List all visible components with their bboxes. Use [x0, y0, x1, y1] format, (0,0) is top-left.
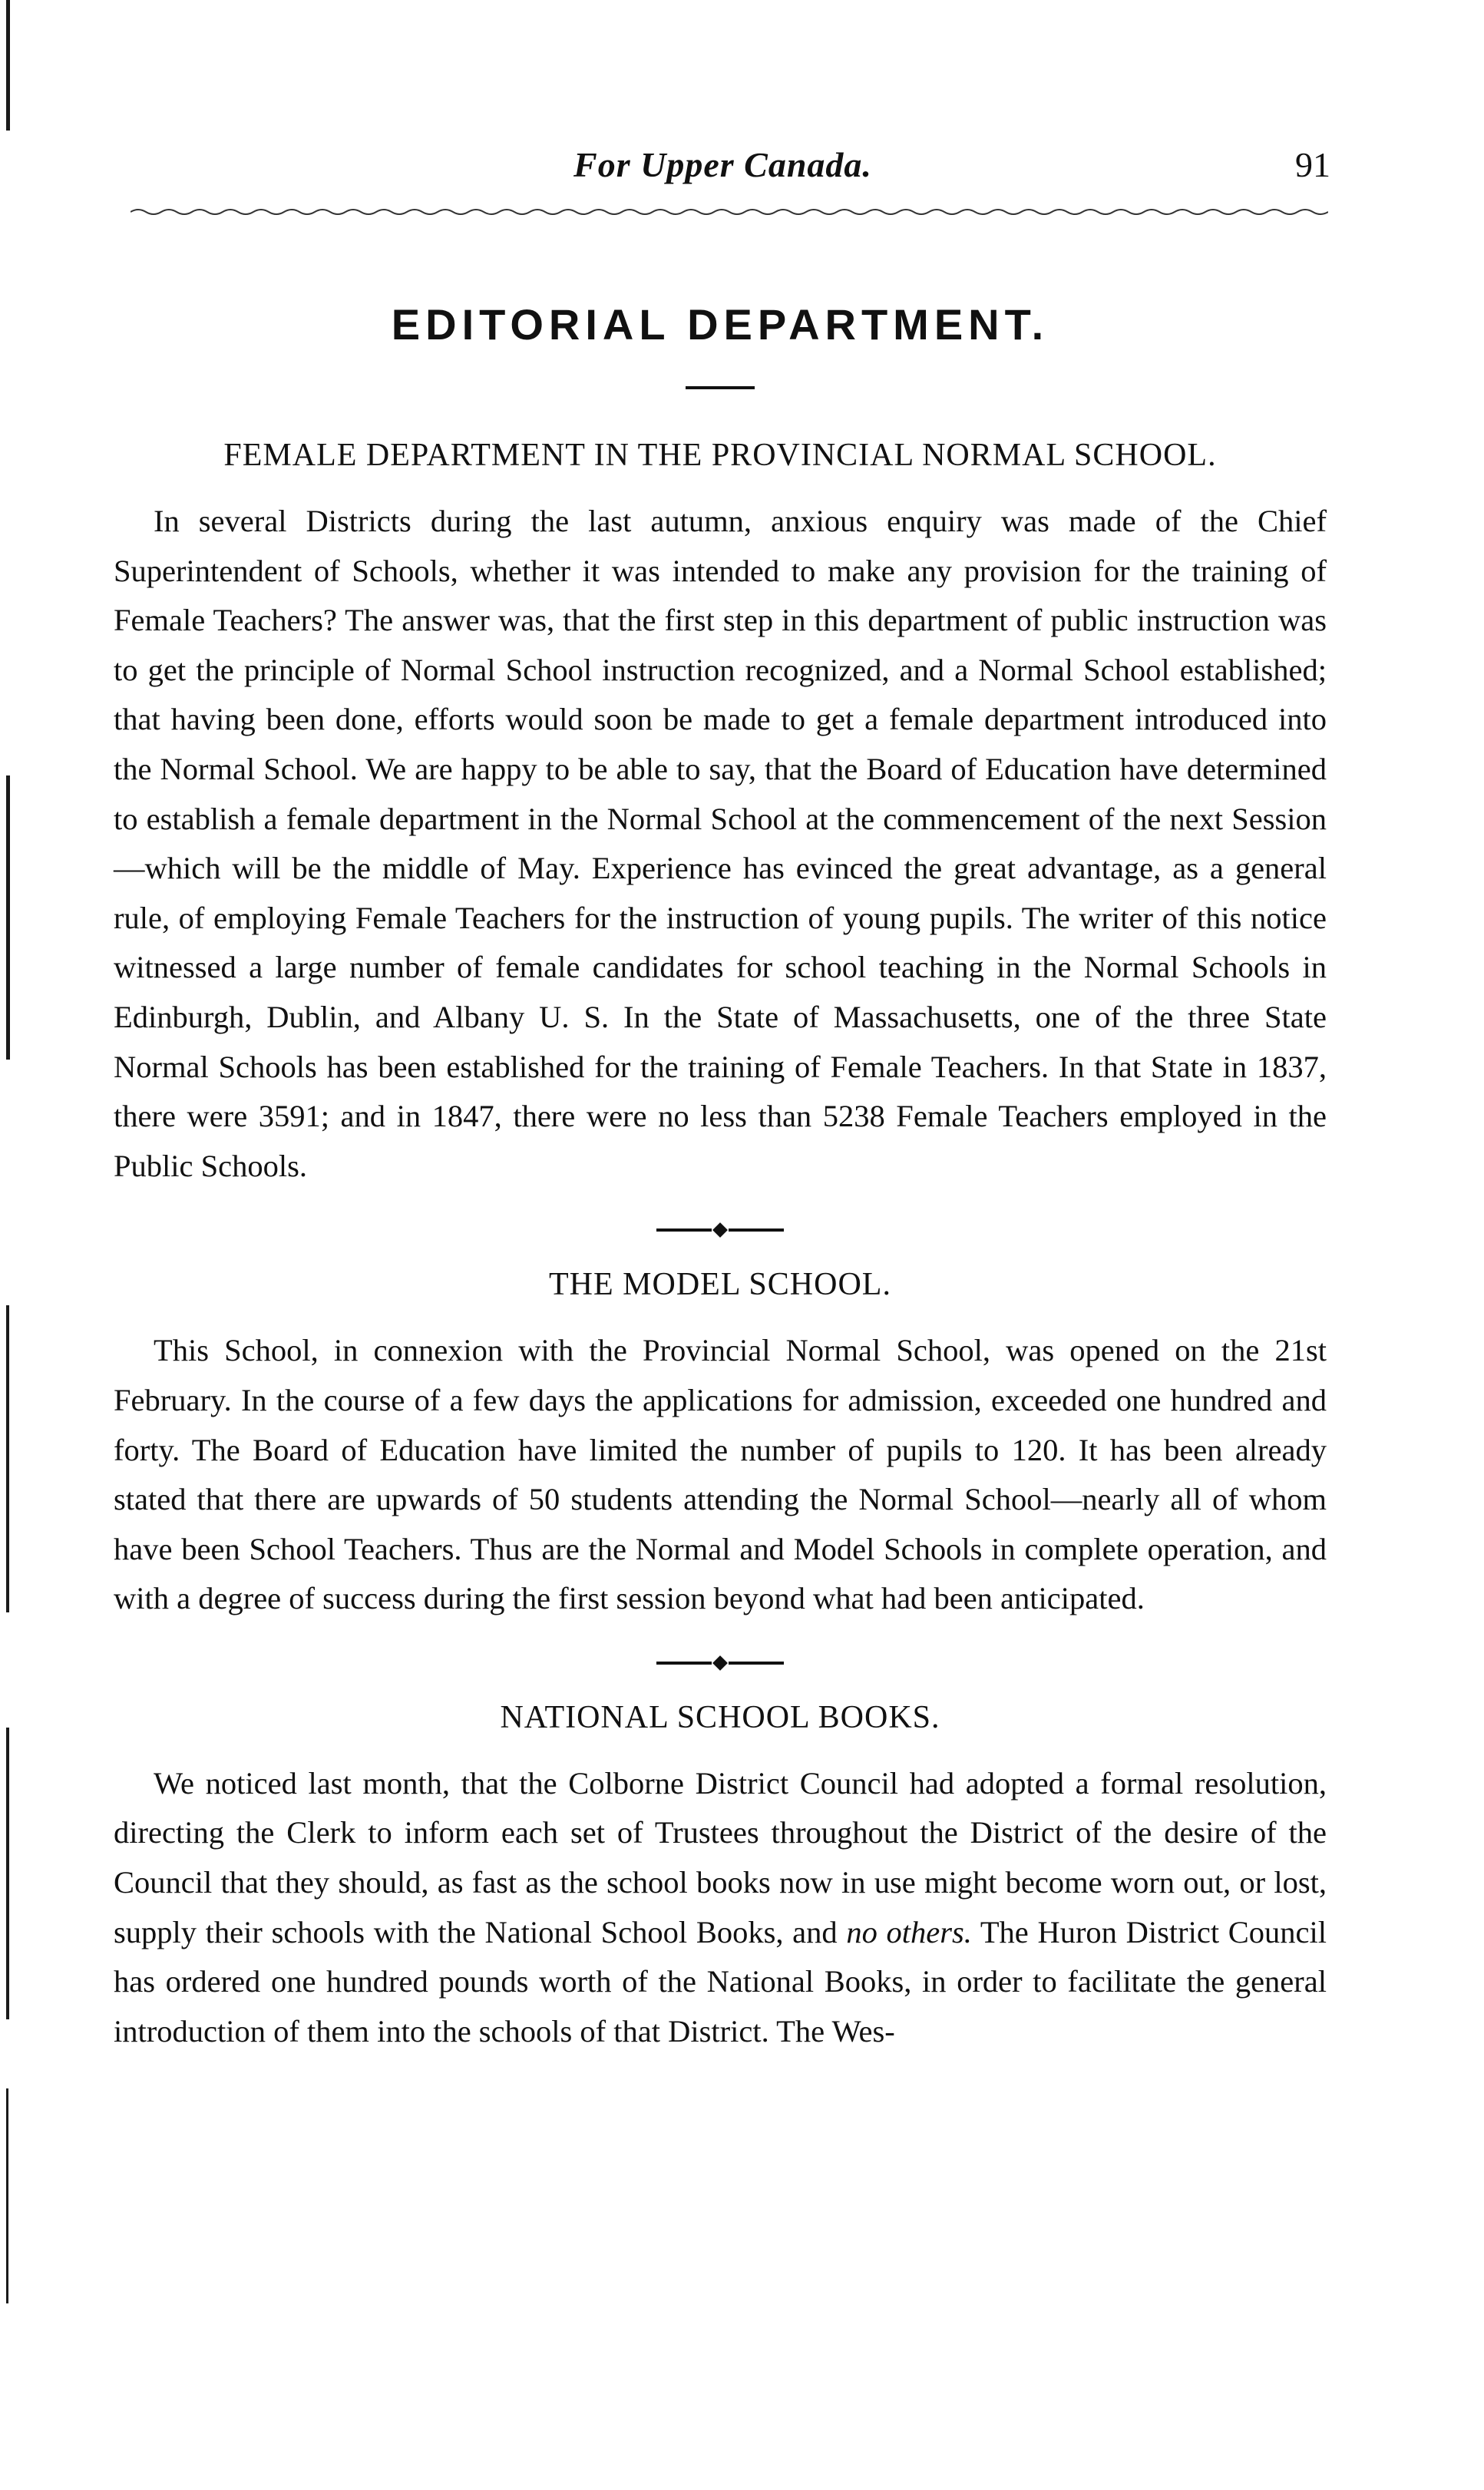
- section-body-national-school-books: [114, 1759, 1327, 2057]
- emphasized-text: no others.: [846, 1914, 972, 1949]
- scan-margin-mark: [6, 0, 10, 131]
- page-number: 91: [1295, 145, 1330, 184]
- section-body-model-school: This School, in connexion with the Provincial Normal School, was opened on the 21st February. In the course of a few days the applications for admission, exceeded one hundred and forty. The Board of Education have limited the number of pupils to 120. It has been already stated that there are upwards of 50 students attending the Normal School—nearly all of whom have been School Teachers. Thus are the Normal and Model Schools in complete operation, and with a degree of success during the first session beyond what had been anticipated.: [114, 1333, 1327, 1616]
- title-rule: [686, 386, 755, 389]
- running-title: For Upper Canada.: [573, 145, 872, 184]
- section-divider: [114, 1225, 1327, 1235]
- scan-margin-mark: [6, 775, 10, 1060]
- scan-margin-mark: [6, 1728, 9, 2019]
- section-heading-model-school: THE MODEL SCHOOL.: [549, 1267, 891, 1303]
- section-divider: [114, 1658, 1327, 1668]
- section-heading-national-school-books: NATIONAL SCHOOL BOOKS.: [500, 1699, 940, 1735]
- section-heading-female-department: FEMALE DEPARTMENT IN THE PROVINCIAL NORMAL SCHOOL.: [223, 438, 1217, 473]
- page-content: [114, 299, 1327, 2056]
- editorial-department-title: EDITORIAL DEPARTMENT.: [391, 300, 1049, 349]
- body-text: We noticed last month, that the Colborne District Council had adopted a formal resolution, directing the Clerk to inform each set of Trustees throughout the District of the desire of the Council that they should, as fast as the school books now in use might become worn out, or lost, supply their schools with the National School Books, and: [114, 1765, 1327, 1949]
- section-body-female-department: In several Districts during the last autumn, anxious enquiry was made of the Chief Superintendent of Schools, whether it was intended to make any provision for the training of Female Teachers? The answer was, that the first step in this department of public instruction was to get the principle of Normal School instruction recognized, and a Normal School established; that having been done, efforts would soon be made to get a female department introduced into the Normal School. We are happy to be able to say, that the Board of Education have determined to establish a female department in the Normal School at the commencement of the next Session—which will be the middle of May. Experience has evinced the great advantage, as a general rule, of employing Female Teachers for the instruction of young pupils. The writer of this notice witnessed a large number of female candidates for school teaching in the Normal Schools in Edinburgh, Dublin, and Albany U. S. In the State of Massachusetts, one of the three State Normal Schools has been established for the training of Female Teachers. In that State in 1837, there were 3591; and in 1847, there were no less than 5238 Female Teachers employed in the Public Schools.: [114, 504, 1327, 1183]
- divider-diamond-icon: [712, 1655, 728, 1671]
- body-text: The Huron District Council has ordered one hundred pounds worth of the National Books, in order to facilitate the general introduction of them into the schools of that District. The Wes-: [114, 1914, 1327, 2049]
- scan-margin-mark: [6, 2088, 8, 2303]
- divider-diamond-icon: [712, 1222, 728, 1238]
- page-header: [115, 144, 1330, 190]
- header-wavy-rule: [131, 207, 1328, 217]
- scan-margin-mark: [6, 1305, 9, 1612]
